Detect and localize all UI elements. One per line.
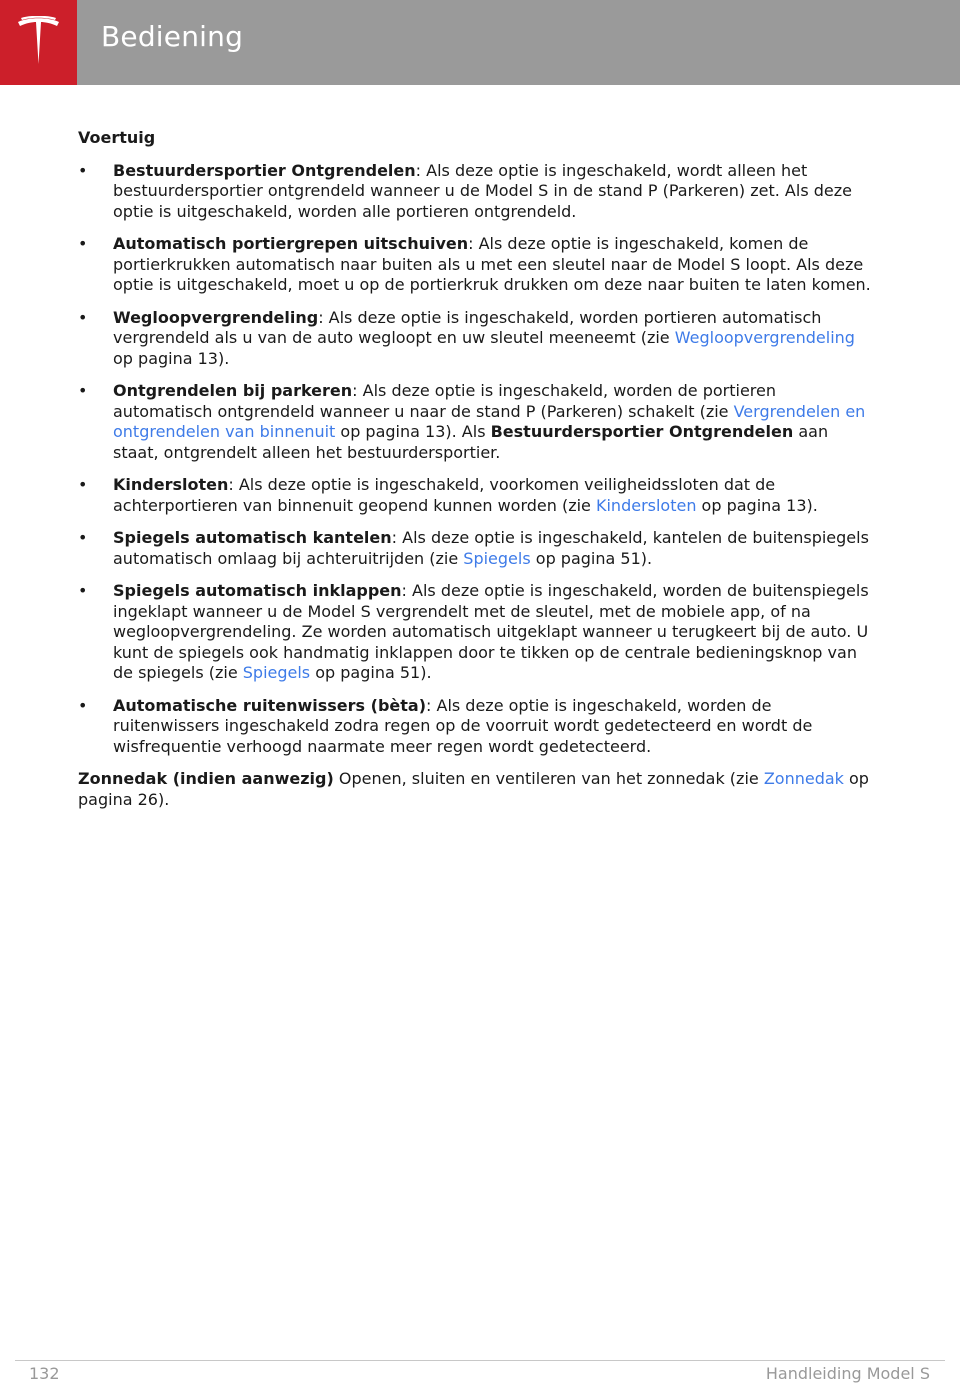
sunroof-text: op pagina 26).: [78, 769, 869, 809]
link-wegloopvergrendeling[interactable]: Wegloopvergrendeling: [674, 328, 855, 347]
item-text: : Als deze optie is ingeschakeld, voorkomen veiligheidssloten dat de achterportieren van binnenuit geopend kunnen worden (zie: [113, 475, 776, 515]
list-item: [78, 475, 878, 516]
item-label: Bestuurdersportier Ontgrendelen: [113, 160, 416, 180]
item-text: op pagina 51).: [310, 663, 432, 682]
item-text: : Als deze optie is ingeschakeld, komen de portierkrukken automatisch naar buiten als u met een sleutel naar de Model S loopt. Als deze optie is uitgeschakeld, moet u op de portierkruk drukken om deze naar buiten te laten komen.: [113, 234, 871, 294]
item-label: Wegloopvergrendeling: [113, 307, 319, 327]
list-item: [78, 381, 878, 463]
tesla-logo-icon: [15, 16, 62, 68]
list-item: [78, 581, 878, 684]
settings-list: [78, 161, 878, 758]
sunroof-text: Openen, sluiten en ventileren van het zonnedak (zie: [333, 769, 764, 788]
item-text: op pagina 51).: [530, 548, 653, 568]
item-text: op pagina 13).: [696, 495, 818, 515]
item-bold: Bestuurdersportier Ontgrendelen: [490, 422, 794, 441]
item-text: : Als deze optie is ingeschakeld, worden de portieren automatisch ontgrendeld wanneer u naar de stand P (Parkeren) schakelt (zie: [113, 381, 776, 421]
list-item: [78, 161, 878, 223]
item-label: Ontgrendelen bij parkeren: [113, 381, 353, 400]
header-title: Bediening: [101, 20, 244, 53]
link-spiegels[interactable]: Spiegels: [463, 548, 531, 568]
footer-divider: [15, 1360, 945, 1361]
item-text: : Als deze optie is ingeschakeld, wordt alleen het bestuurdersportier ontgrendeld wanneer u de Model S in de stand P (Parkeren) zet. Als deze optie is uitgeschakeld, worden alle portieren ontgrendeld.: [113, 160, 852, 221]
item-text: aan staat, ontgrendelt alleen het bestuurdersportier.: [113, 422, 829, 462]
footer-title: Handleiding Model S: [765, 1364, 930, 1383]
page-number: 132: [29, 1364, 60, 1383]
link-vergrendelen[interactable]: Vergrendelen en ontgrendelen van binnenuit: [113, 401, 866, 441]
item-text: op pagina 13).: [113, 348, 230, 368]
sunroof-label: Zonnedak (indien aanwezig): [78, 769, 334, 788]
link-zonnedak[interactable]: Zonnedak: [763, 769, 844, 788]
item-label: Spiegels automatisch kantelen: [113, 528, 392, 547]
item-label: Kindersloten: [113, 475, 229, 494]
item-text: : Als deze optie is ingeschakeld, worden de buitenspiegels ingeklapt wanneer u de Model S vergrendelt met de sleutel, met de mobiele app, of na wegloopvergrendeling. Ze worden automatisch uitgeklapt wanneer u terugkeert bij de auto. U kunt de spiegels ook handmatig inklappen door te tikken op de centrale bedieningsknop van de spiegels (zie: [113, 581, 869, 682]
item-label: Spiegels automatisch inklappen: [113, 581, 402, 600]
list-item: [78, 308, 878, 370]
item-label: Automatisch portiergrepen uitschuiven: [113, 234, 469, 253]
link-kindersloten[interactable]: Kindersloten: [595, 495, 697, 515]
item-text: : Als deze optie is ingeschakeld, worden de ruitenwissers ingeschakeld zodra regen op de voorruit wordt gedetecteerd en wordt de wisfrequentie verhoogd naarmate meer regen wordt gedetecteerd.: [113, 695, 813, 756]
section-title: Voertuig: [78, 128, 156, 147]
sunroof-paragraph: [78, 769, 878, 810]
logo-box: [0, 0, 77, 85]
list-item: [78, 528, 878, 569]
item-label: Automatische ruitenwissers (bèta): [113, 695, 427, 715]
main-content: [78, 128, 878, 810]
link-spiegels[interactable]: Spiegels: [242, 663, 311, 682]
item-text: : Als deze optie is ingeschakeld, kantelen de buitenspiegels automatisch omlaag bij achteruitrijden (zie: [113, 528, 869, 568]
list-item: [78, 234, 878, 296]
item-text: op pagina 13). Als: [335, 422, 491, 441]
list-item: [78, 696, 878, 758]
page-header: [0, 0, 960, 85]
item-text: : Als deze optie is ingeschakeld, worden portieren automatisch vergrendeld als u van de auto wegloopt en uw sleutel meeneemt (zie: [113, 307, 822, 347]
